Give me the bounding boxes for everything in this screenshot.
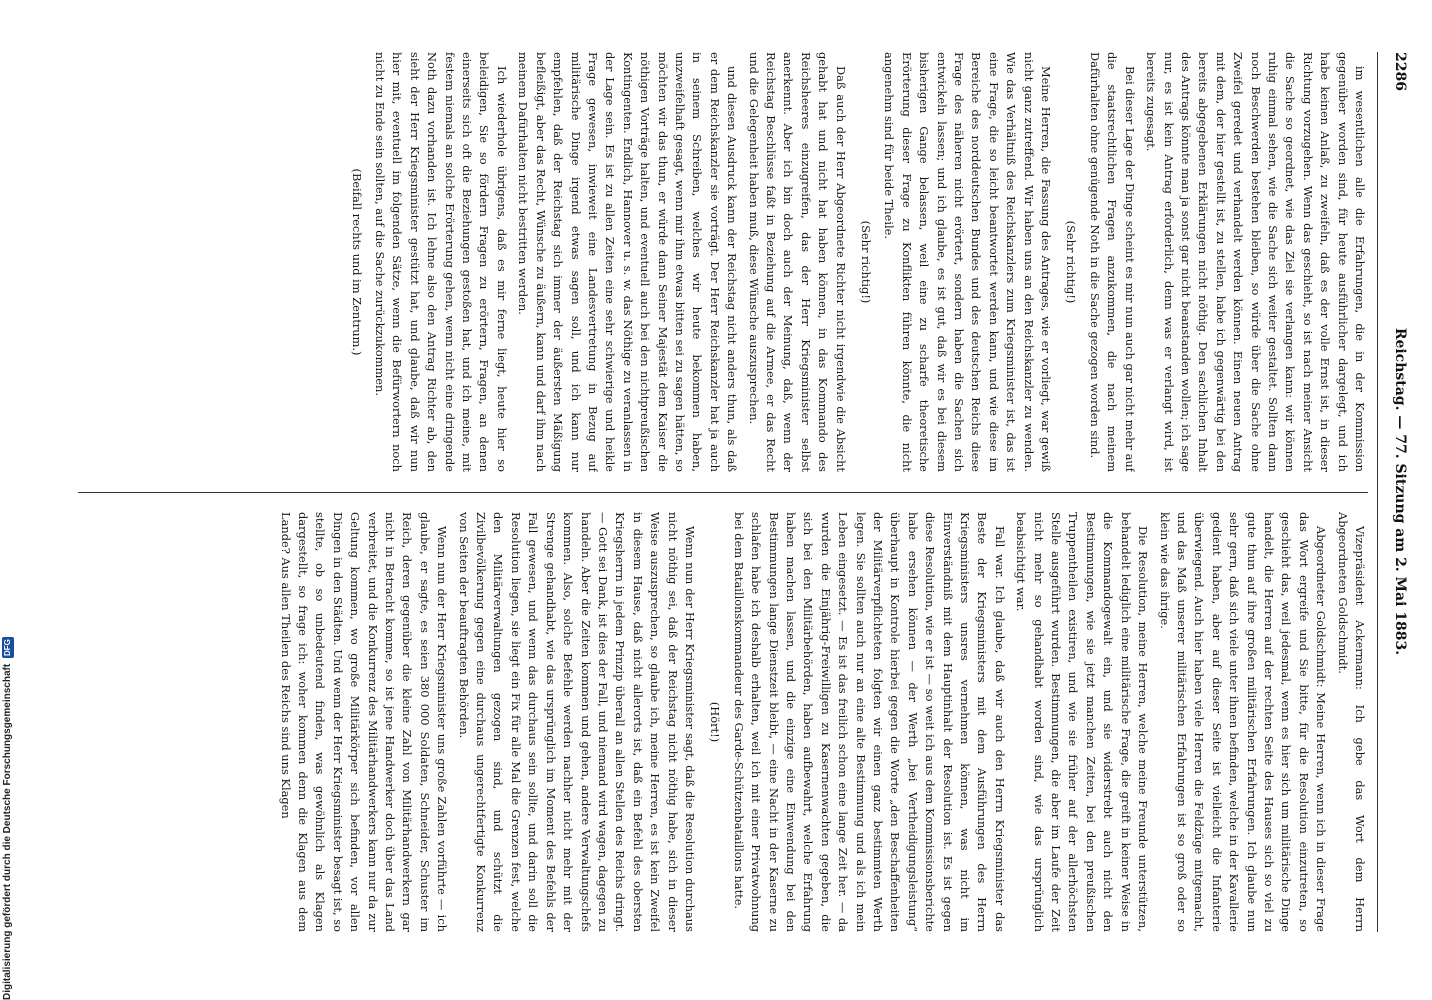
right-column xyxy=(78,512,1368,932)
digitization-footer xyxy=(2,600,14,1000)
paragraph: Bei dieser Lage der Dinge scheint es mir nun auch gar nicht mehr auf die staatsrechtlichen Fragen anzukommen, die nach meinem Dafürhalten ohne genügende Noth in die Sache gezogen worden sind. xyxy=(1087,52,1137,472)
paragraph: (Sehr richtig!) xyxy=(1064,220,1079,304)
left-column xyxy=(78,52,1368,472)
paragraph: Abgeordneter Goldschmidt: Meine Herren, wenn ich in dieser Frage das Wort ergreife und Sie bitte, für die Resolution einzutreten, so geschieht das, weil jedesmal, wenn es hier sich um militärische Dinge handelt, die Herren auf der rechten Seite des Hauses sich so viel zu gute thun auf ihre großen militärischen Erfahrungen. Ich glaube nun sehr gern, daß sich viele unter ihnen befinden, welche in der Kavallerie gedient haben, aber auf dieser Seite ist vielleicht die Infanterie überwiegend. Auch hier haben viele Herren die Feldzüge mitgemacht, und das Maß unserer militärischen Erfahrungen ist so groß oder so klein wie das ihrige. xyxy=(1157,512,1329,932)
digitization-note: Digitalisierung gefördert durch die Deutsche Forschungsgemeinschaft xyxy=(2,663,13,1000)
paragraph: Wenn nun der Herr Kriegsminister sagt, daß die Resolution durchaus nicht nöthig sei, daß der Reichstag nicht nöthig habe, sich in dieser Weise auszusprechen, so glaube ich, meine Herren, es ist kein Zweifel in diesem Hause, daß nicht allerorts ist, daß ein Befehl des obersten Kriegsherrn in jedem Prinzip überall an allen Stellen des Reichs dringt. — Gott sei Dank, ist dies der Fall, und niemand wird wagen, dagegen zu handeln. Aber die Zeiten kommen und gehen, andere Verwaltungschefs kommen. Also, solche Befehle werden nachher nicht mehr mit der Strenge gehandhabt, wie das ursprünglich im Moment des Befehls der Fall gewesen, und wenn das durchaus sein sollte, und darin soll die Resolution liegen, sie liegt ein Fix für alle Mal die Grenzen fest, welche den Militärverwaltungen gezogen sind, und schützt die Zivilbevölkerung gegen eine durchaus ungerechtfertigte Konkurrenz von Seiten der beauftragten Behörden. xyxy=(456,512,697,932)
text-columns xyxy=(78,52,1368,932)
paragraph: Daß auch der Herr Abgeordnete Richter nicht irgendwie die Absicht gehabt hat und nicht hat haben können, in das Kommando des Reichsheeres einzugreifen, das der Herr Kriegsminister selbst anerkennt. Aber ich bin doch auch der Meinung, daß, wenn der Reichstag Beschlüsse faßt in Beziehung auf die Armee, er das Recht und die Gelegenheit haben muß, diese Wünsche auszusprechen. xyxy=(746,52,848,472)
paragraph: (Sehr richtig!) xyxy=(859,220,874,304)
paragraph: und diesen Ausdruck kann der Reichstag nicht anders thun, als daß er dem Reichskanzler sie vorträgt. Der Herr Reichskanzler hat ja auch in seinem Schreiben, welches wir heute bekommen haben, unzweifelhaft gesagt, wenn mir ihm etwas bitten sei zu sagen hätten, so möchten wir das thun, er würde dann Seiner Majestät dem Kaiser die nöthigen Vorträge halten, und eventuell auch bei den nichtpreußischen Kontingenten. Endlich, Hannover u. s. w. das Nöthige zu veranlassen in der Lage sein. Es ist zu allen Zeiten eine sehr schwierige und heikle Frage gewesen, inwieweit eine Landesvertretung in Bezug auf militärische Dinge irgend etwas sagen soll, und ich kann nur empfehlen, daß der Reichstag sich immer der äußersten Mäßigung befleißigt, aber das Recht, Wünsche zu äußern, kann und darf ihm nach meinem Dafürhalten nicht bestritten werden. xyxy=(516,52,740,472)
running-title: Reichstag. — 77. Sitzung am 2. Mai 1883. xyxy=(1392,327,1408,656)
paragraph: im wesentlichen alle die Erfahrungen, die in der Kommission gegenüber worden sind, für heute ausführlicher dargelegt, und ich habe keinen Anlaß, zu zweifeln, daß es der volle Ernst ist, in dieser Richtung vorzugehen. Wenn das geschieht, so ist nach meiner Ansicht die Sache so geordnet, wie das Ziel sie verlangen kann: wir können ruhig einmal sehen, wie die Sache sich weiter gestaltet. Sollten dann noch Beschwerden bestehen bleiben, so würde über die Sache ohne Zweifel geredet und verhandelt werden können. Einen neuen Antrag mit dem, der hier gestellt ist, zu stellen, habe ich gegenwärtig bei den bereits abgegebenen Erklärungen nicht nöthig. Den sachlichen Inhalt des Antrags könnte man ja sonst gar nicht beanstanden wollen; ich sage nur, es ist kein Antrag erforderlich, denn was er verlangt wird, ist bereits zugesagt. xyxy=(1144,52,1367,472)
paragraph: (Hört!) xyxy=(708,701,723,743)
paragraph: (Beifall rechts und im Zentrum.) xyxy=(349,168,364,356)
paragraph: Ich wiederhole übrigens, daß es mir ferne liegt, heute hier so beleidigen, Sie so fördern Fragen zu erörtern, Fragen, an denen einerseits sich oft die Beziehungen gestoßen hat, und ich meine, mit festem niemals an solche Erörterung gehen, wenn nicht eine dringende Noth dazu vorhanden ist. Ich lehne also den Antrag Richter ab, den sieht der Herr Kriegsminister gestützt hat, und glaube, daß wir nun hier mit, eventuell im folgenden Sätze, wenn die Befürwortern noch nicht zu Ende sein sollten, auf die Sache zurückzukommen. xyxy=(373,52,509,472)
paragraph: Meine Herren, die Fassung des Antrages, wie er vorliegt, war gewiß nicht ganz zutreffend. Wir haben uns an den Reichskanzler zu wenden. Wie das Verhältniß des Reichskanzlers zum Kriegsminister ist, das ist eine Frage, die so leicht beantwortet werden kann, und wie diese im Bereiche des norddeutschen Bundes und des deutschen Reichs diese Frage des näheren nicht erörtert, sondern haben die Sachen sich entwickeln lassen; und ich glaube, es ist gut, daß wir es bei diesem bisherigen Gange belassen, weil eine zu scharfe theoretische Erörterung dieser Frage zu Konflikten führen könnte, die nicht angenehm sind für beide Theile. xyxy=(882,52,1054,472)
running-header xyxy=(1377,52,1408,932)
paragraph: Fall war. Ich glaube, daß wir auch den Herrn Kriegsminister das Beste der Kriegsministers mit dem Ausführungen des Herrn Kriegsministers unsres vernehmen können, was nicht im Einverständniß mit dem Hauptinhalt der Resolution ist. Es ist gegen diese Resolution, wie er ist — so weit ich aus dem Kommissionsberichte habe ersehen können — der Werth „bei Vertheidigungsleistung“ überhaupt in Kontrole hierbei gegen die Worte „den Beschaffenheiten der Militärverpflichteten folgten wir einen ganz bestimmten Werth legen. Sie sollten auch nur an eine alte Bestimmung und als ich mein Leben eingesetzt. — Es ist das freilich schon eine lange Zeit her. — da wurden die Einjährig-Freiwilligen zu Kasernenwachten gegeben, die sich bei den Militärbehörden, haben aufbewahrt, welche Erfahrung haben machen lassen, und die einzige eine Einwendung bei den Bestimmungen lange Dienstzeit bleibt, — eine Nacht in der Kaserne zu schlafen habe ich deshalb erhalten, weil ich mit einer Privatwohnung bei dem Bataillonskommandeur des Garde-Schützenbataillons hatte. xyxy=(731,512,1007,932)
column-divider xyxy=(78,492,1368,493)
dfg-logo: DFG xyxy=(3,639,12,657)
paragraph: Vizepräsident Ackermann: Ich gebe das Wort dem Herrn Abgeordneten Goldschmidt. xyxy=(1335,512,1367,932)
paragraph: Wenn nun der Herr Kriegsminister uns große Zahlen vorführte — ich glaube, er sagte, es seien 380 000 Soldaten, Schneider, Schuster im Reich, deren gegenüber die kleine Zahl von Militärhandwerkern gar nicht in Betracht komme, so ist jene Handwerker doch über das Land verbreitet, und die Konkurrenz des Militärhandwerkers kann nur da zur Geltung kommen, wo große Militärkörper sich befinden, vor allen Dingen in den Städten. Und wenn der Herr Kriegsminister besagt ist, so stellte, ob so unbedeutend finden, was gewöhnlich als Klagen dargestellt, so frage ich: woher kommen denn die Klagen aus dem Lande? Aus allen Theilen des Reichs sind uns Klagen xyxy=(278,512,450,932)
paragraph: Die Resolution, meine Herren, welche meine Freunde unterstützen, behandelt lediglich eine militärische Frage, die greift in keiner Weise in die Kommandogewalt ein, und sie widerstrebt auch nicht den Bestimmungen, wie sie jetzt manchen Zeiten, bei den preußischen Truppentheilen existiren, und wie sie früher auf der allerhöchsten Stelle ausgeführt wurden. Bestimmungen, die aber im Laufe der Zeit nicht mehr so gehandhabt worden sind, wie das ursprünglich beabsichtigt war. xyxy=(1014,512,1151,932)
page-number: 2286 xyxy=(1392,52,1408,91)
